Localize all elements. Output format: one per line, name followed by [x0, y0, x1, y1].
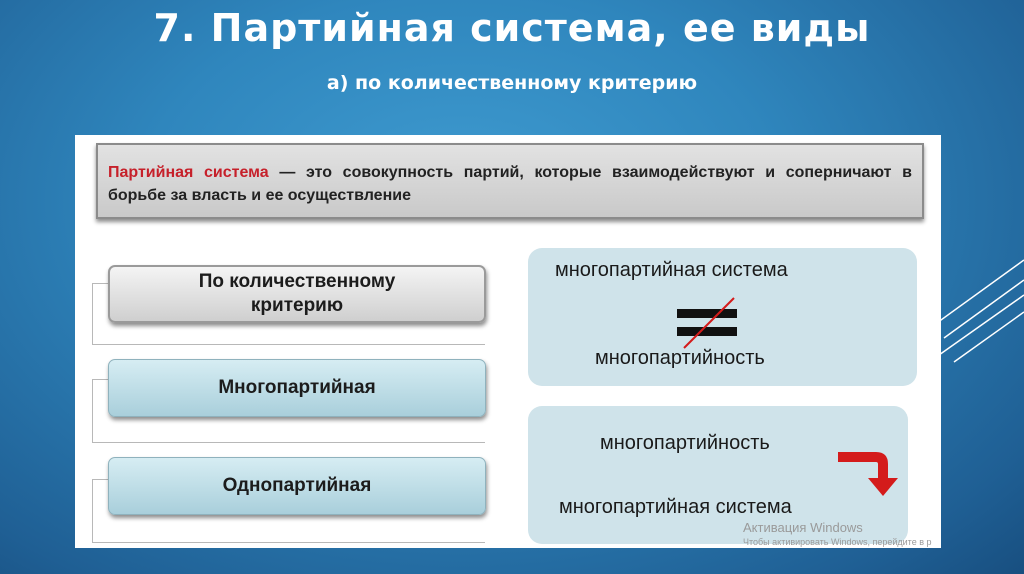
criterion-header	[108, 265, 486, 323]
watermark-subtitle: Чтобы активировать Windows, перейдите в р	[743, 537, 932, 547]
transition-to-text: многопартийная система	[559, 496, 792, 518]
content-panel	[75, 135, 941, 548]
transition-from-text: многопартийность	[600, 432, 770, 454]
not-equal-icon	[672, 293, 742, 353]
criterion-multiparty-label: Многопартийная	[218, 377, 376, 398]
definition-text: — это совокупность партий, которые взаимодействуют и соперничают в борьбе за власть и ее осуществление	[108, 164, 913, 204]
comparison-box	[528, 248, 917, 386]
arrow-down-right-icon	[836, 442, 906, 498]
criterion-multiparty	[108, 359, 486, 417]
watermark-title: Активация Windows	[743, 520, 863, 535]
comparison-top-text: многопартийная система	[555, 259, 788, 281]
slide-subtitle: а) по количественному критерию	[326, 72, 698, 94]
criterion-oneparty-label: Однопартийная	[222, 475, 372, 496]
criterion-header-label: По количественному критерию	[198, 271, 396, 316]
definition-box	[96, 143, 924, 219]
comparison-bottom-text: многопартийность	[595, 347, 765, 369]
decorative-lines	[934, 250, 1024, 410]
slide-title: 7. Партийная система, ее виды	[153, 6, 871, 50]
criterion-oneparty	[108, 457, 486, 515]
definition-term: Партийная система	[108, 164, 269, 181]
